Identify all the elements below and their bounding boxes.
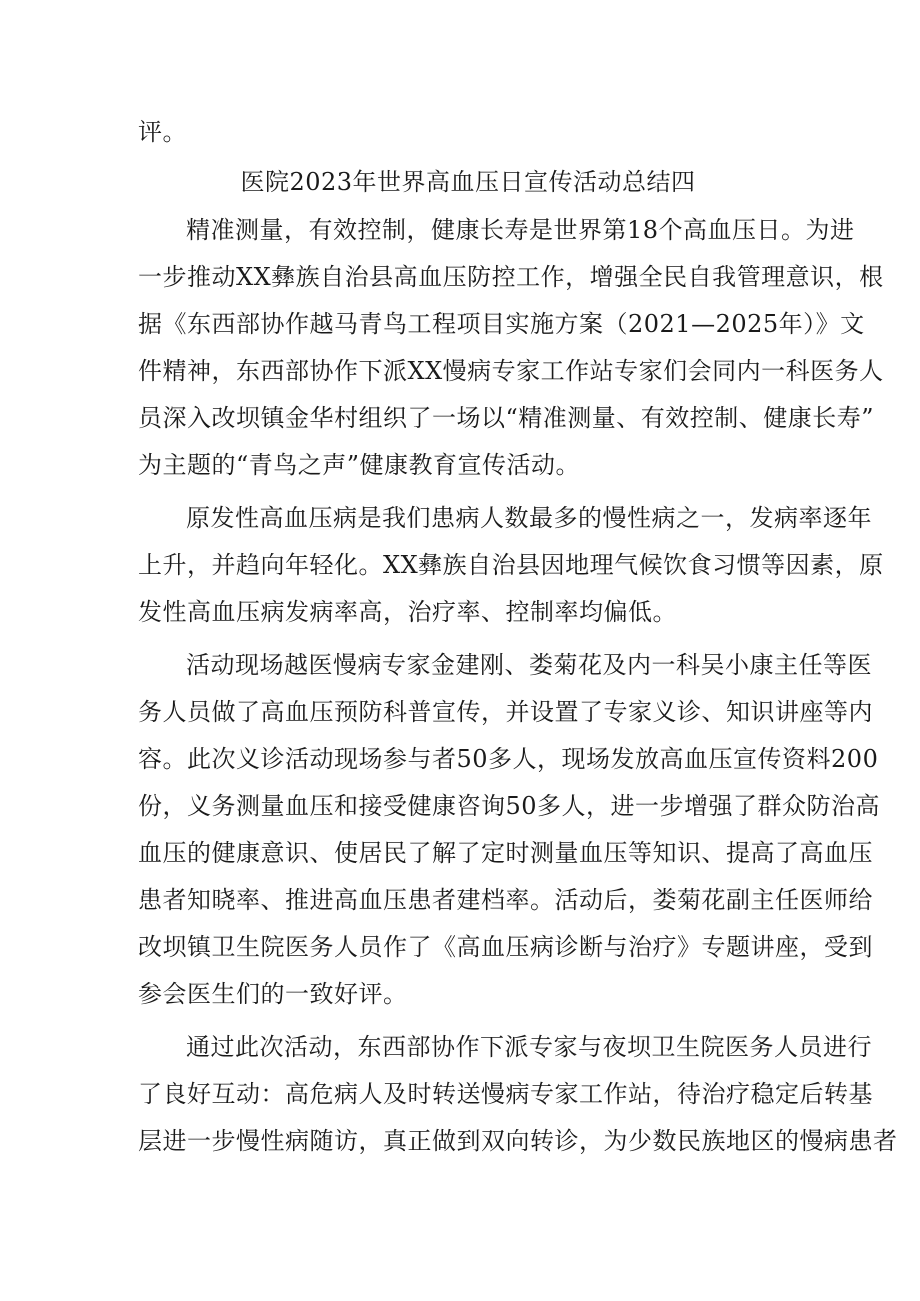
paragraph-line: 据《东西部协作越马青鸟工程项目实施方案（2021—2025年）》文 — [138, 310, 865, 338]
paragraph-line: 改坝镇卫生院医务人员作了《高血压病诊断与治疗》专题讲座，受到 — [138, 933, 873, 961]
paragraph-line: 上升，并趋向年轻化。XX彝族自治县因地理气候饮食习惯等因素，原 — [138, 551, 884, 579]
lead-line: 评。 — [138, 118, 187, 146]
document-title: 医院2023年世界高血压日宣传活动总结四 — [240, 168, 696, 196]
paragraph-line: 件精神，东西部协作下派XX慢病专家工作站专家们会同内一科医务人 — [138, 357, 884, 385]
paragraph-line: 为主题的“青鸟之声”健康教育宣传活动。 — [138, 451, 581, 479]
paragraph-line: 参会医生们的一致好评。 — [138, 980, 408, 1008]
paragraph-line: 层进一步慢性病随访，真正做到双向转诊，为少数民族地区的慢病患者 — [138, 1127, 898, 1155]
paragraph-line: 血压的健康意识、使居民了解了定时测量血压等知识、提高了高血压 — [138, 839, 873, 867]
paragraph-line: 通过此次活动，东西部协作下派专家与夜坝卫生院医务人员进行 — [186, 1033, 872, 1061]
paragraph-line: 一步推动XX彝族自治县高血压防控工作，增强全民自我管理意识，根 — [138, 263, 884, 291]
paragraph-line: 了良好互动：高危病人及时转送慢病专家工作站，待治疗稳定后转基 — [138, 1080, 873, 1108]
paragraph-line: 发性高血压病发病率高，治疗率、控制率均偏低。 — [138, 598, 677, 626]
paragraph-line: 原发性高血压病是我们患病人数最多的慢性病之一，发病率逐年 — [186, 504, 872, 532]
paragraph-line: 容。此次义诊活动现场参与者50多人，现场发放高血压宣传资料200 — [138, 745, 879, 773]
paragraph-line: 患者知晓率、推进高血压患者建档率。活动后，娄菊花副主任医师给 — [138, 886, 873, 914]
paragraph-line: 精准测量，有效控制，健康长寿是世界第18个高血压日。为进 — [186, 216, 855, 244]
paragraph-line: 员深入改坝镇金华村组织了一场以“精准测量、有效控制、健康长寿” — [138, 404, 875, 432]
paragraph-line: 务人员做了高血压预防科普宣传，并设置了专家义诊、知识讲座等内 — [138, 698, 873, 726]
paragraph-line: 份，义务测量血压和接受健康咨询50多人，进一步增强了群众防治高 — [138, 792, 881, 820]
paragraph-line: 活动现场越医慢病专家金建刚、娄菊花及内一科吴小康主任等医 — [186, 651, 872, 679]
